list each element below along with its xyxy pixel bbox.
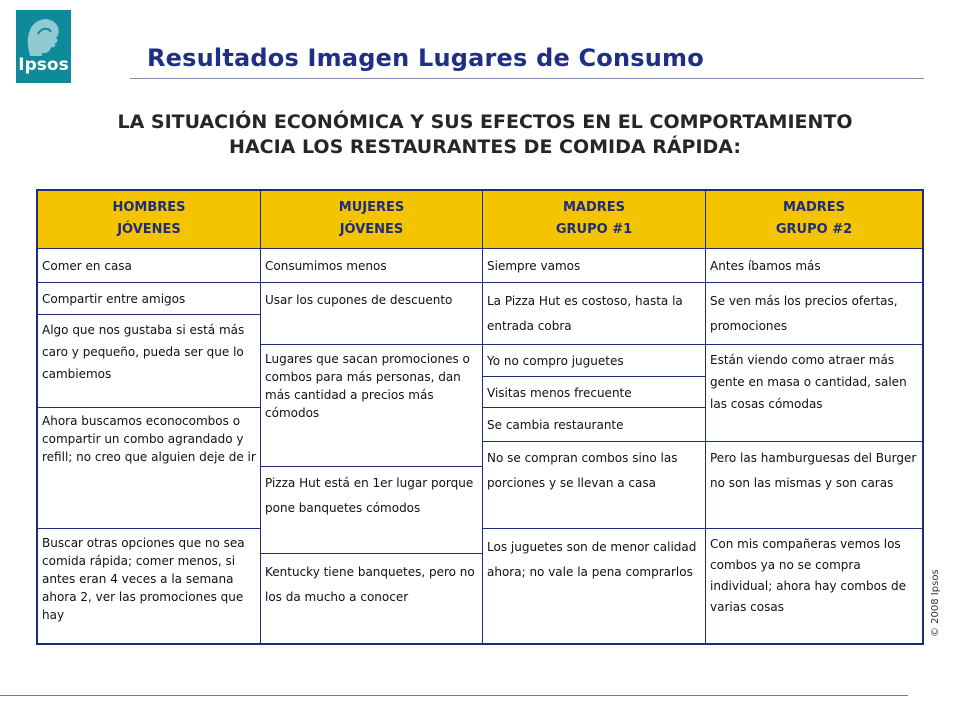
mujeres-cell: Lugares que sacan promociones o combos para más personas, dan más cantidad a precios más cómodos [261,345,483,467]
madres1-cell: Visitas menos frecuente [483,377,706,408]
col-header-line: MUJERES [338,200,405,215]
col-header-line: HOMBRES [112,200,186,215]
col-header-mujeres [261,191,483,249]
mujeres-cell: Usar los cupones de descuento [261,283,483,345]
col-header-line: GRUPO #2 [775,222,853,237]
madres2-cell: Se ven más los precios ofertas, promociones [706,283,922,345]
copyright-note: © 2008 Ipsos [930,569,941,637]
logo-text: Ipsos [18,55,69,75]
col-header-madres-2 [706,191,922,249]
mujeres-cell: Kentucky tiene banquetes, pero no los da mucho a conocer [261,554,483,643]
ipsos-logo [16,10,71,83]
madres2-cell: Están viendo como atraer más gente en masa o cantidad, salen las cosas cómodas [706,345,922,442]
footer-divider [0,695,908,696]
results-table [36,189,924,645]
col-header-line: GRUPO #1 [555,222,633,237]
madres1-cell: No se compran combos sino las porciones y se llevan a casa [483,442,706,529]
page-title: Resultados Imagen Lugares de Consumo [147,44,704,72]
col-header-line: MADRES [782,200,846,215]
subtitle-line-2: HACIA LOS RESTAURANTES DE COMIDA RÁPIDA: [229,136,741,158]
col-header-line: MADRES [562,200,626,215]
hombres-cell: Buscar otras opciones que no sea comida rápida; comer menos, si antes eran 4 veces a la semana ahora 2, ver las promociones que hay [38,529,261,643]
madres1-cell: Los juguetes son de menor calidad ahora; no vale la pena comprarlos [483,529,706,643]
madres1-cell: Yo no compro juguetes [483,345,706,377]
mujeres-cell: Consumimos menos [261,249,483,283]
subtitle [40,110,930,160]
madres1-cell: Se cambia restaurante [483,408,706,442]
mujeres-cell: Pizza Hut está en 1er lugar porque pone banquetes cómodos [261,467,483,554]
madres2-cell: Antes íbamos más [706,249,922,283]
title-divider [130,78,924,79]
hombres-cell: Ahora buscamos econocombos o compartir un combo agrandado y refill; no creo que alguien deje de ir [38,408,261,529]
subtitle-line-1: LA SITUACIÓN ECONÓMICA Y SUS EFECTOS EN EL COMPORTAMIENTO [117,111,853,133]
head-profile-icon [16,10,71,60]
madres2-cell: Pero las hamburguesas del Burger no son las mismas y son caras [706,442,922,529]
col-header-madres-1 [483,191,706,249]
hombres-cell: Comer en casa [38,249,261,283]
madres1-cell: La Pizza Hut es costoso, hasta la entrada cobra [483,283,706,345]
col-header-line: JÓVENES [117,222,181,237]
hombres-cell: Compartir entre amigos [38,283,261,315]
col-header-hombres [38,191,261,249]
madres1-cell: Siempre vamos [483,249,706,283]
col-header-line: JÓVENES [339,222,404,237]
madres2-cell: Con mis compañeras vemos los combos ya no se compra individual; ahora hay combos de varias cosas [710,537,907,614]
hombres-cell: Algo que nos gustaba si está más caro y pequeño, pueda ser que lo cambiemos [38,315,261,408]
